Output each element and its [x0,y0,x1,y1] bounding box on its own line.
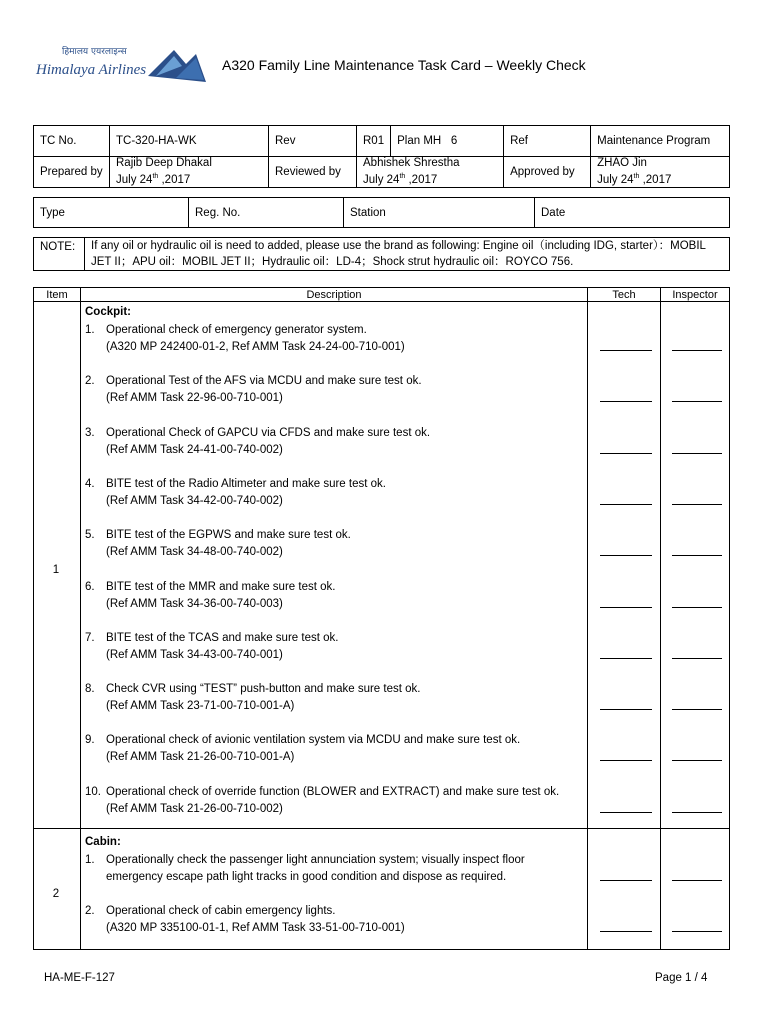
inspector-signature-line[interactable] [672,658,722,659]
reg-no-label: Reg. No. [189,198,344,228]
ref-label: Ref [504,126,591,157]
task-text: 7. BITE test of the TCAS and make sure test ok. [85,630,338,647]
approved-by-cell [591,157,730,188]
tc-no-label: TC No. [34,126,110,157]
tech-signature-line[interactable] [600,555,652,556]
task-number: 8. [85,683,95,696]
station-label: Station [344,198,535,228]
inspector-signature-line[interactable] [672,504,722,505]
tech-signature-line[interactable] [600,709,652,710]
task-item [85,903,405,937]
task-item [85,784,559,818]
prepared-date: July 24th ,2017 [116,173,191,186]
approved-by-label: Approved by [504,157,591,188]
task-number: 5. [85,529,95,542]
task-number: 10. [85,785,101,798]
tech-signature-line[interactable] [600,658,652,659]
tech-signature-line[interactable] [600,760,652,761]
task-item [85,527,351,561]
item-number-2: 2 [52,888,60,900]
reviewed-by-cell [357,157,504,188]
section-title-cockpit: Cockpit: [85,306,131,318]
task-text: 2. Operational Test of the AFS via MCDU and make sure test ok. [85,373,422,390]
note-text [85,238,730,271]
note-table [33,237,730,271]
tech-signature-line[interactable] [600,812,652,813]
inspector-signature-line[interactable] [672,760,722,761]
task-text: 8. Check CVR using “TEST” push-button and make sure test ok. [85,681,420,698]
note-label: NOTE: [34,238,85,271]
task-number: 1. [85,324,95,336]
inspector-signature-line[interactable] [672,931,722,932]
task-item [85,732,520,766]
reviewed-date: July 24th ,2017 [363,173,438,186]
date-label: Date [535,198,730,228]
task-number: 2. [85,375,95,388]
prepared-by-cell [110,157,269,188]
ref-value: Maintenance Program [591,126,730,157]
task-number: 6. [85,580,95,593]
task-item [85,852,525,886]
tech-signature-line[interactable] [600,504,652,505]
tech-signature-line[interactable] [600,453,652,454]
form-number: HA-ME-F-127 [44,972,115,984]
tech-signature-line[interactable] [600,401,652,402]
approved-by-name: ZHAO Jin [597,157,647,170]
task-reference: (Ref AMM Task 34-43-00-740-001) [106,648,283,661]
task-item [85,373,422,407]
inspector-signature-line[interactable] [672,453,722,454]
col-tech-header: Tech [588,288,661,302]
task-reference: (Ref AMM Task 24-41-00-740-002) [106,443,283,456]
note-line-1: If any oil or hydraulic oil is need to added, please use the brand as following: Engine oil（including IDG, starter）：MOBIL [91,240,706,252]
item-number-1: 1 [52,564,60,576]
task-item [85,476,386,510]
task-reference: (Ref AMM Task 21-26-00-710-002) [106,802,283,815]
task-number: 9. [85,734,95,747]
task-text: 1. Operational check of emergency generator system. [85,322,405,339]
task-reference: emergency escape path light tracks in good condition and dispose as required. [106,871,507,883]
task-item [85,579,335,613]
note-line-2: JET II；APU oil：MOBIL JET II；Hydraulic oil：LD-4；Shock strut hydraulic oil：ROYCO 756. [91,256,574,268]
plan-mh-cell [391,126,504,157]
inspector-signature-line[interactable] [672,607,722,608]
col-inspector-header: Inspector [661,288,730,302]
logo-name-text: Himalaya Airlines [36,62,147,78]
section-title-cabin: Cabin: [85,836,121,848]
type-label: Type [34,198,189,228]
task-reference: (A320 MP 335100-01-1, Ref AMM Task 33-51-00-710-001) [106,922,405,934]
aircraft-info-table [33,197,730,228]
task-item [85,630,338,664]
task-text: 4. BITE test of the Radio Altimeter and make sure test ok. [85,476,386,493]
rev-label: Rev [269,126,357,157]
task-reference: (Ref AMM Task 22-96-00-710-001) [106,392,283,405]
task-card-info-table [33,125,730,188]
task-text: 1. Operationally check the passenger light annunciation system; visually inspect floor [85,852,525,869]
task-item [85,681,420,715]
task-reference: (Ref AMM Task 34-48-00-740-002) [106,546,283,559]
tech-signature-line[interactable] [600,931,652,932]
task-number: 1. [85,854,95,866]
task-text: 10. Operational check of override function (BLOWER and EXTRACT) and make sure test ok. [85,784,559,801]
inspector-signature-line[interactable] [672,555,722,556]
plan-mh-value: 6 [450,135,458,147]
airline-logo [36,42,206,90]
tech-signature-line[interactable] [600,880,652,881]
approved-date: July 24th ,2017 [597,173,672,186]
prepared-by-name: Rajib Deep Dhakal [116,157,212,170]
task-number: 2. [85,905,95,917]
tc-no-value: TC-320-HA-WK [110,126,269,157]
task-text: 6. BITE test of the MMR and make sure test ok. [85,579,335,596]
reviewed-by-name: Abhishek Shrestha [363,157,460,170]
task-item [85,322,405,356]
inspector-signature-line[interactable] [672,709,722,710]
task-reference: (Ref AMM Task 21-26-00-710-001-A) [106,751,295,764]
task-reference: (Ref AMM Task 23-71-00-710-001-A) [106,700,295,713]
task-text: 5. BITE test of the EGPWS and make sure test ok. [85,527,351,544]
document-title: A320 Family Line Maintenance Task Card – Weekly Check [222,57,586,73]
logo-script-text: हिमालय एयरलाइन्स [62,47,127,57]
tech-signature-line[interactable] [600,607,652,608]
col-item-header: Item [34,288,81,302]
task-number: 4. [85,477,95,490]
page-number: Page 1 / 4 [655,972,708,984]
task-item [85,425,430,459]
task-reference: (Ref AMM Task 34-42-00-740-002) [106,494,283,507]
inspector-signature-line[interactable] [672,812,722,813]
plan-mh-label: Plan MH [397,135,442,147]
inspector-signature-line[interactable] [672,880,722,881]
col-description-header: Description [81,288,588,302]
prepared-by-label: Prepared by [34,157,110,188]
task-reference: (A320 MP 242400-01-2, Ref AMM Task 24-24-00-710-001) [106,341,405,353]
reviewed-by-label: Reviewed by [269,157,357,188]
task-number: 7. [85,631,95,644]
inspector-signature-line[interactable] [672,350,722,351]
task-number: 3. [85,426,95,439]
inspector-signature-line[interactable] [672,401,722,402]
tech-signature-line[interactable] [600,350,652,351]
task-reference: (Ref AMM Task 34-36-00-740-003) [106,597,283,610]
task-text: 2. Operational check of cabin emergency lights. [85,903,405,920]
rev-value: R01 [357,126,391,157]
task-text: 9. Operational check of avionic ventilation system via MCDU and make sure test ok. [85,732,520,749]
task-text: 3. Operational Check of GAPCU via CFDS and make sure test ok. [85,425,430,442]
